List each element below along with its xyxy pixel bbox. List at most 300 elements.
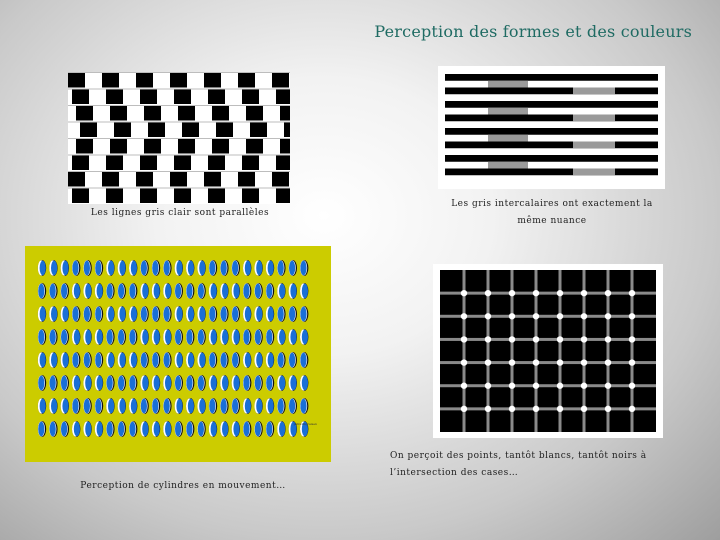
grid-line-horizontal (440, 384, 656, 387)
cylinder-ellipse (255, 376, 261, 390)
cylinder-ellipse (62, 353, 68, 367)
cylinder-ellipse (198, 284, 204, 298)
cylinder-ellipse (302, 330, 308, 344)
cylinder-ellipse (233, 376, 239, 390)
cylinder-ellipse (222, 330, 228, 344)
gray-segment (488, 135, 528, 142)
cylinder-ellipse (152, 353, 158, 367)
cylinder-ellipse (38, 376, 44, 390)
cafe-tile (148, 123, 165, 138)
artist-signature: pkhwimpraisen (293, 422, 317, 426)
cafe-tile (170, 73, 187, 88)
cylinder-ellipse (255, 422, 261, 436)
cylinder-ellipse (51, 353, 57, 367)
cafe-tile (140, 189, 157, 204)
cylinder-ellipse (154, 330, 160, 344)
cylinder-ellipse (256, 307, 262, 321)
cylinder-ellipse (198, 422, 204, 436)
cafe-tile (276, 90, 290, 105)
grid-intersection-dot (629, 406, 635, 412)
gray-segment (488, 81, 528, 88)
cylinder-ellipse (175, 422, 181, 436)
cylinder-ellipse (279, 284, 285, 298)
cylinder-ellipse (72, 353, 78, 367)
cylinder-ellipse (233, 330, 239, 344)
cylinder-ellipse (211, 330, 217, 344)
cylinder-ellipse (131, 261, 137, 275)
rotating-cylinders-caption: Perception de cylindres en mouvement… (80, 481, 286, 491)
cylinder-ellipse (209, 261, 215, 275)
cafe-tile (276, 156, 290, 171)
cylinder-ellipse (118, 422, 124, 436)
mortar-line (68, 188, 290, 189)
cylinder-ellipse (243, 422, 249, 436)
cylinder-ellipse (266, 284, 272, 298)
cylinder-ellipse (72, 399, 78, 413)
grid-intersection-dot (485, 336, 491, 342)
cylinder-ellipse (142, 330, 148, 344)
cafe-tile (140, 156, 157, 171)
cylinder-ellipse (188, 307, 194, 321)
cylinder-ellipse (232, 261, 238, 275)
cafe-tile (114, 123, 131, 138)
cafe-tile (272, 73, 289, 88)
grid-intersection-dot (605, 290, 611, 296)
cylinder-ellipse (84, 399, 90, 413)
cylinder-ellipse (118, 330, 124, 344)
cylinder-ellipse (188, 353, 194, 367)
cylinder-ellipse (255, 284, 261, 298)
cafe-tile (212, 106, 229, 121)
grid-intersection-dot (533, 383, 539, 389)
cafe-tile (242, 189, 259, 204)
grid-intersection-dot (557, 383, 563, 389)
cylinder-ellipse (165, 422, 171, 436)
grid-intersection-dot (461, 383, 467, 389)
cafe-tile (72, 156, 89, 171)
cafe-tile (208, 156, 225, 171)
cylinder-ellipse (61, 376, 67, 390)
mortar-line (68, 89, 290, 90)
cylinder-ellipse (154, 422, 160, 436)
scintillating-grid-image (433, 264, 663, 438)
cylinder-ellipse (131, 307, 137, 321)
cafe-tile (174, 156, 191, 171)
grid-intersection-dot (509, 290, 515, 296)
cylinder-ellipse (84, 261, 90, 275)
cylinder-ellipse (175, 330, 181, 344)
cylinder-ellipse (233, 422, 239, 436)
grid-intersection-dot (533, 336, 539, 342)
cylinder-ellipse (290, 284, 296, 298)
gray-segment (488, 162, 528, 169)
cylinder-ellipse (199, 399, 205, 413)
cafe-tile (280, 139, 290, 154)
cylinder-ellipse (95, 307, 101, 321)
cylinder-ellipse (289, 399, 295, 413)
cylinder-ellipse (108, 261, 114, 275)
white-illusion-bar (445, 74, 658, 81)
grid-intersection-dot (629, 290, 635, 296)
cylinder-ellipse (142, 422, 148, 436)
cylinder-ellipse (40, 261, 46, 275)
cylinder-ellipse (222, 376, 228, 390)
white-illusion-caption: Les gris intercalaires ont exactement la même nuance (451, 199, 653, 226)
cylinder-ellipse (129, 284, 135, 298)
white-illusion-bar (445, 142, 658, 149)
cafe-tile (136, 73, 153, 88)
cylinder-ellipse (245, 399, 251, 413)
grid-intersection-dot (629, 359, 635, 365)
cafe-tile (76, 106, 93, 121)
cafe-tile (80, 123, 97, 138)
cylinder-ellipse (108, 353, 114, 367)
cylinder-ellipse (279, 422, 285, 436)
cylinder-ellipse (95, 261, 101, 275)
grid-intersection-dot (557, 336, 563, 342)
grid-intersection-dot (557, 290, 563, 296)
slide-title: Perception des formes et des couleurs (374, 22, 692, 41)
white-illusion-bar (445, 101, 658, 108)
cafe-tile (238, 172, 255, 187)
cylinder-ellipse (152, 399, 158, 413)
cafe-tile (106, 90, 123, 105)
cylinder-ellipse (38, 284, 44, 298)
cylinder-ellipse (51, 399, 57, 413)
cylinder-ellipse (300, 353, 306, 367)
cylinder-ellipse (198, 376, 204, 390)
grid-intersection-dot (581, 290, 587, 296)
cylinder-ellipse (211, 284, 217, 298)
cylinder-ellipse (154, 284, 160, 298)
cylinder-ellipse (243, 330, 249, 344)
cafe-tile (280, 106, 290, 121)
cylinder-ellipse (255, 330, 261, 344)
cylinder-ellipse (268, 307, 274, 321)
cafe-tile (68, 172, 85, 187)
cylinder-ellipse (302, 284, 308, 298)
grid-intersection-dot (557, 359, 563, 365)
cylinder-ellipse (209, 353, 215, 367)
cylinder-ellipse (164, 399, 170, 413)
cylinder-ellipse (300, 399, 306, 413)
cylinder-ellipse (289, 261, 295, 275)
cylinder-ellipse (199, 307, 205, 321)
cylinder-ellipse (290, 330, 296, 344)
cylinder-ellipse (302, 376, 308, 390)
cylinder-ellipse (152, 261, 158, 275)
cafe-tile (246, 139, 263, 154)
cylinder-ellipse (266, 376, 272, 390)
cafe-tile (182, 123, 199, 138)
cylinder-ellipse (175, 284, 181, 298)
grid-line-horizontal (440, 315, 656, 318)
cylinder-ellipse (40, 307, 46, 321)
cafe-tile (250, 123, 267, 138)
cylinder-ellipse (278, 353, 284, 367)
cylinder-ellipse (50, 376, 56, 390)
grid-intersection-dot (533, 359, 539, 365)
cylinder-ellipse (209, 307, 215, 321)
cylinder-ellipse (62, 307, 68, 321)
grid-intersection-dot (533, 290, 539, 296)
grid-intersection-dot (557, 406, 563, 412)
cylinder-ellipse (186, 376, 192, 390)
cylinder-ellipse (164, 353, 170, 367)
cylinder-ellipse (290, 376, 296, 390)
grid-intersection-dot (629, 336, 635, 342)
gray-segment (573, 115, 615, 122)
cylinder-ellipse (268, 261, 274, 275)
cylinder-ellipse (211, 376, 217, 390)
cylinder-ellipse (279, 376, 285, 390)
cylinder-ellipse (97, 284, 103, 298)
cylinder-ellipse (141, 399, 147, 413)
cylinder-ellipse (38, 330, 44, 344)
grid-intersection-dot (509, 406, 515, 412)
cylinder-ellipse (221, 399, 227, 413)
cylinder-ellipse (50, 422, 56, 436)
grid-intersection-dot (485, 406, 491, 412)
cylinder-ellipse (233, 284, 239, 298)
gray-segment (573, 88, 615, 95)
cylinder-ellipse (165, 330, 171, 344)
grid-intersection-dot (485, 383, 491, 389)
cylinder-ellipse (165, 284, 171, 298)
grid-intersection-dot (581, 359, 587, 365)
mortar-line (68, 72, 290, 73)
cylinder-ellipse (222, 422, 228, 436)
cylinder-ellipse (51, 261, 57, 275)
cylinder-ellipse (61, 422, 67, 436)
grid-intersection-dot (533, 313, 539, 319)
cylinder-ellipse (51, 307, 57, 321)
cylinder-ellipse (141, 261, 147, 275)
cylinder-ellipse (232, 353, 238, 367)
grid-intersection-dot (629, 383, 635, 389)
cafe-tile (284, 123, 290, 138)
cylinder-ellipse (243, 376, 249, 390)
cylinder-ellipse (289, 307, 295, 321)
cylinder-ellipse (84, 353, 90, 367)
white-illusion-bar (445, 115, 658, 122)
cylinder-ellipse (62, 399, 68, 413)
cafe-tile (242, 90, 259, 105)
cylinder-ellipse (222, 284, 228, 298)
cylinder-ellipse (119, 399, 125, 413)
cylinder-ellipse (40, 353, 46, 367)
cylinder-ellipse (164, 261, 170, 275)
cylinder-ellipse (152, 307, 158, 321)
cylinder-ellipse (232, 307, 238, 321)
cylinder-ellipse (164, 307, 170, 321)
cylinder-ellipse (129, 422, 135, 436)
grid-intersection-dot (461, 313, 467, 319)
cylinder-ellipse (256, 353, 262, 367)
cafe-tile (68, 73, 85, 88)
cylinder-ellipse (176, 307, 182, 321)
cafe-tile (178, 106, 195, 121)
gray-segment (573, 142, 615, 149)
cafe-tile (106, 156, 123, 171)
cylinder-ellipse (107, 330, 113, 344)
cylinder-ellipse (232, 399, 238, 413)
grid-intersection-dot (485, 290, 491, 296)
grid-intersection-dot (485, 359, 491, 365)
white-illusion-bar (445, 155, 658, 162)
cylinder-ellipse (221, 261, 227, 275)
cylinder-ellipse (119, 261, 125, 275)
cylinder-ellipse (129, 376, 135, 390)
white-illusion (438, 66, 665, 189)
grid-intersection-dot (461, 406, 467, 412)
cylinder-ellipse (165, 376, 171, 390)
grid-intersection-dot (605, 359, 611, 365)
cylinder-ellipse (50, 284, 56, 298)
cylinder-ellipse (74, 376, 80, 390)
cylinder-ellipse (186, 422, 192, 436)
cylinder-ellipse (131, 353, 137, 367)
grid-line-horizontal (440, 361, 656, 364)
mortar-line (68, 105, 290, 106)
cylinder-ellipse (154, 376, 160, 390)
mortar-line (68, 138, 290, 139)
cylinder-ellipse (85, 330, 91, 344)
cylinder-ellipse (108, 399, 114, 413)
cafe-tile (204, 172, 221, 187)
grid-intersection-dot (581, 406, 587, 412)
cylinder-ellipse (221, 353, 227, 367)
cylinder-ellipse (97, 330, 103, 344)
white-illusion-bar (445, 169, 658, 176)
grid-intersection-dot (557, 313, 563, 319)
gray-segment (488, 108, 528, 115)
cylinder-ellipse (289, 353, 295, 367)
cylinder-ellipse (108, 307, 114, 321)
cafe-tile (76, 139, 93, 154)
cylinder-ellipse (107, 376, 113, 390)
cylinder-ellipse (278, 307, 284, 321)
cafe-wall-caption: Les lignes gris clair sont parallèles (90, 208, 270, 218)
mortar-line (68, 122, 290, 123)
cafe-tile (238, 73, 255, 88)
cylinder-ellipse (186, 330, 192, 344)
cylinder-ellipse (268, 353, 274, 367)
grid-intersection-dot (581, 313, 587, 319)
scintillating-grid-illusion (433, 264, 663, 438)
cylinder-ellipse (209, 399, 215, 413)
cylinder-ellipse (95, 399, 101, 413)
cylinder-ellipse (74, 284, 80, 298)
cafe-tile (144, 139, 161, 154)
cylinder-ellipse (38, 422, 44, 436)
cylinder-ellipse (245, 307, 251, 321)
grid-line-horizontal (440, 338, 656, 341)
cylinder-ellipse (131, 399, 137, 413)
cylinder-ellipse (95, 353, 101, 367)
cylinder-ellipse (198, 330, 204, 344)
cafe-tile (144, 106, 161, 121)
cylinder-ellipse (268, 399, 274, 413)
cafe-tile (242, 156, 259, 171)
cafe-tile (208, 90, 225, 105)
cafe-tile (272, 172, 289, 187)
rotating-cylinders-illusion (25, 246, 331, 462)
cafe-tile (212, 139, 229, 154)
cylinder-ellipse (74, 422, 80, 436)
grid-intersection-dot (509, 313, 515, 319)
cylinder-ellipse (119, 353, 125, 367)
grid-intersection-dot (629, 313, 635, 319)
cafe-tile (140, 90, 157, 105)
grid-intersection-dot (605, 313, 611, 319)
cylinder-ellipse (278, 261, 284, 275)
cylinder-ellipse (176, 353, 182, 367)
cafe-tile (106, 189, 123, 204)
cylinder-ellipse (199, 353, 205, 367)
cylinder-ellipse (141, 307, 147, 321)
cafe-tile (102, 172, 119, 187)
cylinder-ellipse (199, 261, 205, 275)
cafe-tile (174, 90, 191, 105)
cylinder-ellipse (62, 261, 68, 275)
grid-intersection-dot (509, 383, 515, 389)
cylinder-ellipse (256, 261, 262, 275)
cylinder-ellipse (74, 330, 80, 344)
cylinder-ellipse (40, 399, 46, 413)
grid-intersection-dot (509, 336, 515, 342)
cylinder-ellipse (256, 399, 262, 413)
cylinder-ellipse (97, 422, 103, 436)
grid-intersection-dot (605, 383, 611, 389)
cafe-tile (170, 172, 187, 187)
cafe-tile (136, 172, 153, 187)
cylinder-ellipse (300, 261, 306, 275)
cylinder-ellipse (85, 284, 91, 298)
grid-line-horizontal (440, 292, 656, 295)
cafe-tile (208, 189, 225, 204)
white-illusion-bar (445, 128, 658, 135)
white-illusion-image (438, 66, 665, 189)
cylinder-ellipse (300, 307, 306, 321)
cylinder-ellipse (188, 261, 194, 275)
cylinder-ellipse (186, 284, 192, 298)
mortar-line (68, 155, 290, 156)
cylinder-ellipse (118, 376, 124, 390)
cafe-tile (102, 73, 119, 88)
cylinder-ellipse (278, 399, 284, 413)
cafe-wall-image (68, 72, 290, 204)
cylinder-ellipse (85, 376, 91, 390)
cylinder-ellipse (266, 330, 272, 344)
cylinder-ellipse (85, 422, 91, 436)
cafe-tile (72, 189, 89, 204)
cylinder-ellipse (107, 422, 113, 436)
cylinder-ellipse (142, 376, 148, 390)
grid-intersection-dot (461, 359, 467, 365)
cylinder-ellipse (61, 284, 67, 298)
grid-intersection-dot (605, 406, 611, 412)
cylinder-ellipse (243, 284, 249, 298)
gray-segment (573, 169, 615, 176)
scintillating-grid-caption: On perçoit des points, tantôt blancs, tantôt noirs à l’intersection des cases… (390, 451, 647, 478)
cafe-tile (110, 106, 127, 121)
cafe-tile (216, 123, 233, 138)
cylinder-ellipse (50, 330, 56, 344)
grid-intersection-dot (581, 336, 587, 342)
grid-intersection-dot (461, 336, 467, 342)
cylinder-ellipse (211, 422, 217, 436)
